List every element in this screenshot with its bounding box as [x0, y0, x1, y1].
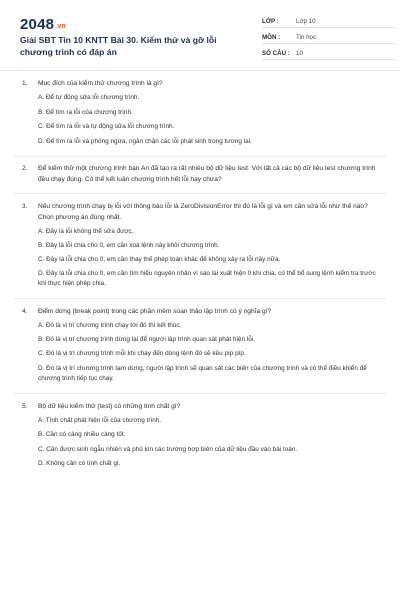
question-item: [14, 157, 386, 194]
logo-main: 2048: [20, 16, 55, 33]
answer-option[interactable]: A. Đây là lỗi không thể sửa được.: [38, 227, 134, 235]
meta-label: MÔN :: [262, 34, 281, 41]
meta-row: [262, 15, 396, 28]
question-number: 1.: [22, 80, 28, 87]
question-body: Nếu chương trình chạy bị lỗi với thông báo lỗi là ZeroDivisionError thì đó là lỗi gì và em cần sửa lỗi như thế nào? Chọn phương án đúng nhất.: [38, 202, 368, 221]
meta-row: [262, 31, 396, 44]
question-item: [14, 194, 386, 300]
meta-value: 10: [296, 50, 303, 57]
answer-option[interactable]: B. Đây là lỗi chia cho 0, em cần xoá lệnh này khỏi chương trình.: [38, 241, 220, 249]
answer-option[interactable]: D. Không cần có tính chất gì.: [38, 460, 121, 468]
question-number: 3.: [22, 202, 28, 210]
answer-option[interactable]: C. Đó là vị trí chương trình mỗi khi chạy đến dòng lệnh đó sẽ kêu píp píp.: [38, 350, 246, 358]
answer-option[interactable]: A. Đó là vị trí chương trình chạy tới đó thì kết thúc.: [38, 322, 182, 330]
question-body: Bộ dữ liệu kiểm thử (test) có những tính chất gì?: [38, 402, 181, 410]
question-item: [14, 394, 386, 470]
question-text: [22, 163, 382, 185]
answer-option[interactable]: A. Tính chất phát hiện lỗi của chương trình.: [38, 416, 162, 424]
meta-label: SỐ CÂU :: [262, 50, 290, 57]
question-body: Để kiểm thử một chương trình bạn An đã tạo ra rất nhiều bộ dữ liệu test. Với tất cả các bộ dữ liệu test chương trình đều chạy đúng. Có thể kết luận chương trình hết lỗi hay chưa?: [38, 164, 376, 183]
meta-value: Tin học: [296, 34, 317, 41]
answer-option[interactable]: C. Đây là lỗi chia cho 0, em cần thay thế phép toán khác để không xảy ra lỗi này nữa.: [38, 255, 281, 263]
answer-option[interactable]: C. Cần được sinh ngẫu nhiên và phủ kín các trường hợp biên của dữ liệu đầu vào bài toán.: [38, 445, 298, 453]
meta-label: LỚP :: [262, 18, 279, 25]
question-text: [22, 401, 382, 412]
question-number: 2.: [22, 164, 28, 172]
option-list: [22, 321, 382, 384]
option-list: [22, 93, 382, 147]
answer-option[interactable]: B. Để tìm ra lỗi của chương trình.: [38, 108, 133, 116]
question-body: Điểm dừng (break point) trong các phần mềm soạn thảo lập trình có ý nghĩa gì?: [38, 308, 272, 316]
option-list: [22, 227, 382, 290]
meta-value: Lớp 10: [296, 18, 316, 25]
question-number: 4.: [22, 308, 28, 316]
question-text: [22, 201, 382, 223]
question-list: [14, 78, 386, 469]
answer-option[interactable]: B. Đó là vị trí chương trình dừng lại để người lập trình quan sát phát hiện lỗi.: [38, 336, 255, 344]
meta-row: [262, 47, 396, 60]
answer-option[interactable]: D. Đó là vị trí chương trình tạm dừng, người lập trình sẽ quan sát các biến của chương trình và có thể điều khiển để chương trình tiếp tục chạy.: [38, 364, 367, 382]
header: [14, 12, 386, 68]
answer-option[interactable]: D. Đây là lỗi chia cho 0, em cần tìm hiểu nguyên nhân vì sao lại xuất hiện 0 khi chia, có thể bổ sung lệnh kiểm tra trước khi thực hiện phép chia.: [38, 270, 376, 288]
question-item: [14, 78, 386, 157]
logo-suffix: .vn: [55, 23, 66, 30]
meta-panel: [262, 15, 396, 63]
answer-option[interactable]: B. Cần có càng nhiều càng tốt.: [38, 431, 126, 439]
answer-option[interactable]: A. Để tự động sửa lỗi chương trình.: [38, 94, 140, 101]
answer-option[interactable]: C. Để tìm ra lỗi và tự động sửa lỗi chương trình.: [38, 123, 175, 130]
answer-option[interactable]: D. Để tìm ra lỗi và phòng ngừa, ngăn chặn các lỗi phát sinh trong tương lai.: [38, 137, 252, 145]
document-title: Giải SBT Tin 10 KNTT Bài 30. Kiểm thử và gỡ lỗi chương trình có đáp án: [20, 35, 217, 57]
question-text: [22, 306, 382, 317]
question-body: Mục đích của kiểm thử chương trình là gì?: [38, 80, 163, 87]
option-list: [22, 416, 382, 470]
site-logo[interactable]: [20, 16, 66, 33]
question-item: [14, 299, 386, 394]
question-text: [22, 78, 382, 89]
header-divider: [0, 70, 400, 71]
question-number: 5.: [22, 402, 28, 410]
